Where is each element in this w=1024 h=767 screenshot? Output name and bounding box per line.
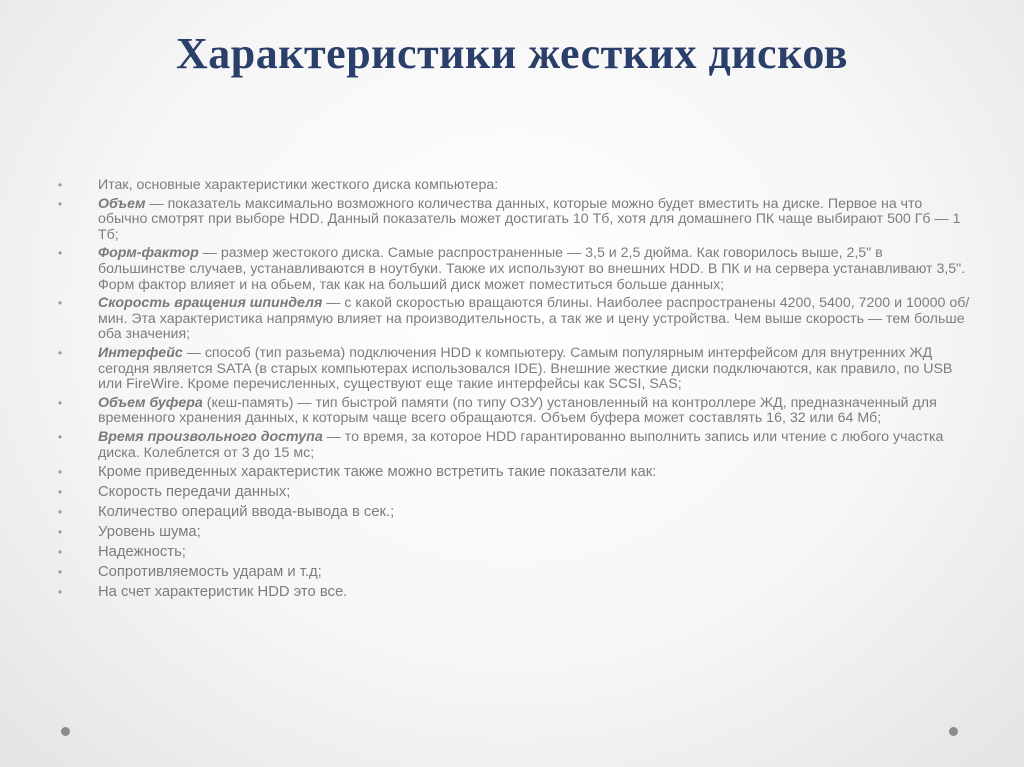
bullet-icon: • xyxy=(58,196,63,211)
bullet-item-spindle-speed xyxy=(58,296,970,343)
bullet-icon: • xyxy=(58,465,63,480)
bullet-icon: • xyxy=(58,545,63,560)
bullet-text: Надежность; xyxy=(98,544,186,561)
bullet-term: Интерфейс xyxy=(98,344,183,361)
bullet-text: Количество операций ввода-вывода в сек.; xyxy=(98,504,395,521)
bullet-item-buffer xyxy=(58,396,970,427)
bullet-icon: • xyxy=(58,429,63,444)
bullet-text: На счет характеристик HDD это все. xyxy=(98,584,348,601)
bullet-item-conclusion xyxy=(58,584,970,600)
bullet-text: — размер жестокого диска. Самые распространенные — 3,5 и 2,5 дюйма. Как говорилось выше, 2,5" в большинстве случаев, устанавливаются в ноутбуки. Также их используют во внешних HDD. В ПК и на сервера устанавливают 3,5". Форм фактор влияет и на обьем, так как на больший диск может поместиться больше данных; xyxy=(98,245,966,293)
bullet-icon: • xyxy=(58,505,63,520)
bullet-term: Объем буфера xyxy=(98,394,203,411)
bullet-text: (кеш-память) — тип быстрой памяти (по типу ОЗУ) установленный на контроллере ЖД, предназначенный для временного хранения данных, к которым чаще всего обращаются. Объем буфера может составлять 16, 32 или 64 Мб; xyxy=(98,394,937,427)
slide-body xyxy=(58,178,970,604)
bullet-item-interface xyxy=(58,346,970,393)
bullet-icon: • xyxy=(58,395,63,410)
bullet-item-iops xyxy=(58,504,970,520)
bullet-item-form-factor xyxy=(58,246,970,293)
bullet-icon: • xyxy=(58,485,63,500)
bullet-text: — с какой скоростью вращаются блины. Наиболее распространены 4200, 5400, 7200 и 10000 об/мин. Эта характеристика напрямую влияет на производительность, а так же и цену устройства. Чем выше скорость — тем больше оба значения; xyxy=(98,295,970,343)
bullet-term: Форм-фактор xyxy=(98,245,199,262)
bullet-item-other-intro xyxy=(58,464,970,480)
bullet-item-shock-resistance xyxy=(58,564,970,580)
bullet-icon: • xyxy=(58,178,63,192)
bullet-item-transfer-speed xyxy=(58,484,970,500)
bullet-text: — показатель максимально возможного количества данных, которые можно будет вместить на диске. Первое на что обычно смотрят при выборе HDD. Данный показатель может достигать 10 Тб, хотя для домашнего ПК чаще выбирают 500 Гб — 1 Тб; xyxy=(98,195,961,243)
bullet-term: Время произвольного доступа xyxy=(98,428,323,445)
bullet-item-volume xyxy=(58,197,970,244)
slide-title: Характеристики жестких дисков xyxy=(175,29,849,78)
bullet-icon: • xyxy=(58,585,63,600)
bullet-text: — то время, за которое HDD гарантированно выполнить запись или чтение с любого участка диска. Колеблется от 3 до 15 мс; xyxy=(98,428,944,461)
bullet-text: Сопротивляемость ударам и т.д; xyxy=(98,564,322,581)
bullet-item-noise xyxy=(58,524,970,540)
bullet-text: Итак, основные характеристики жесткого диска компьютера: xyxy=(98,177,499,193)
decorative-dot-left-icon xyxy=(61,727,70,736)
bullet-text: Скорость передачи данных; xyxy=(98,484,291,501)
bullet-icon: • xyxy=(58,345,63,360)
bullet-text: — способ (тип разьема) подключения HDD к компьютеру. Самым популярным интерфейсом для внутренних ЖД сегодня является SATA (в старых компьютерах использовался IDE). Внешние жесткие диски подключаются, как правило, по USB или FireWire. Кроме перечисленных, существуют еще такие интерфейсы как SCSI, SAS; xyxy=(98,344,953,393)
bullet-icon: • xyxy=(58,296,63,311)
bullet-term: Объем xyxy=(98,195,146,212)
bullet-icon: • xyxy=(58,246,63,261)
bullet-item-access-time xyxy=(58,430,970,461)
bullet-text: Уровень шума; xyxy=(98,524,201,541)
bullet-list xyxy=(58,178,970,600)
bullet-icon: • xyxy=(58,525,63,540)
bullet-item-intro xyxy=(58,178,970,194)
decorative-dot-right-icon xyxy=(949,727,958,736)
bullet-icon: • xyxy=(58,565,63,580)
bullet-term: Скорость вращения шпинделя xyxy=(98,295,323,312)
bullet-item-reliability xyxy=(58,544,970,560)
bullet-text: Кроме приведенных характеристик также можно встретить такие показатели как: xyxy=(98,464,657,481)
